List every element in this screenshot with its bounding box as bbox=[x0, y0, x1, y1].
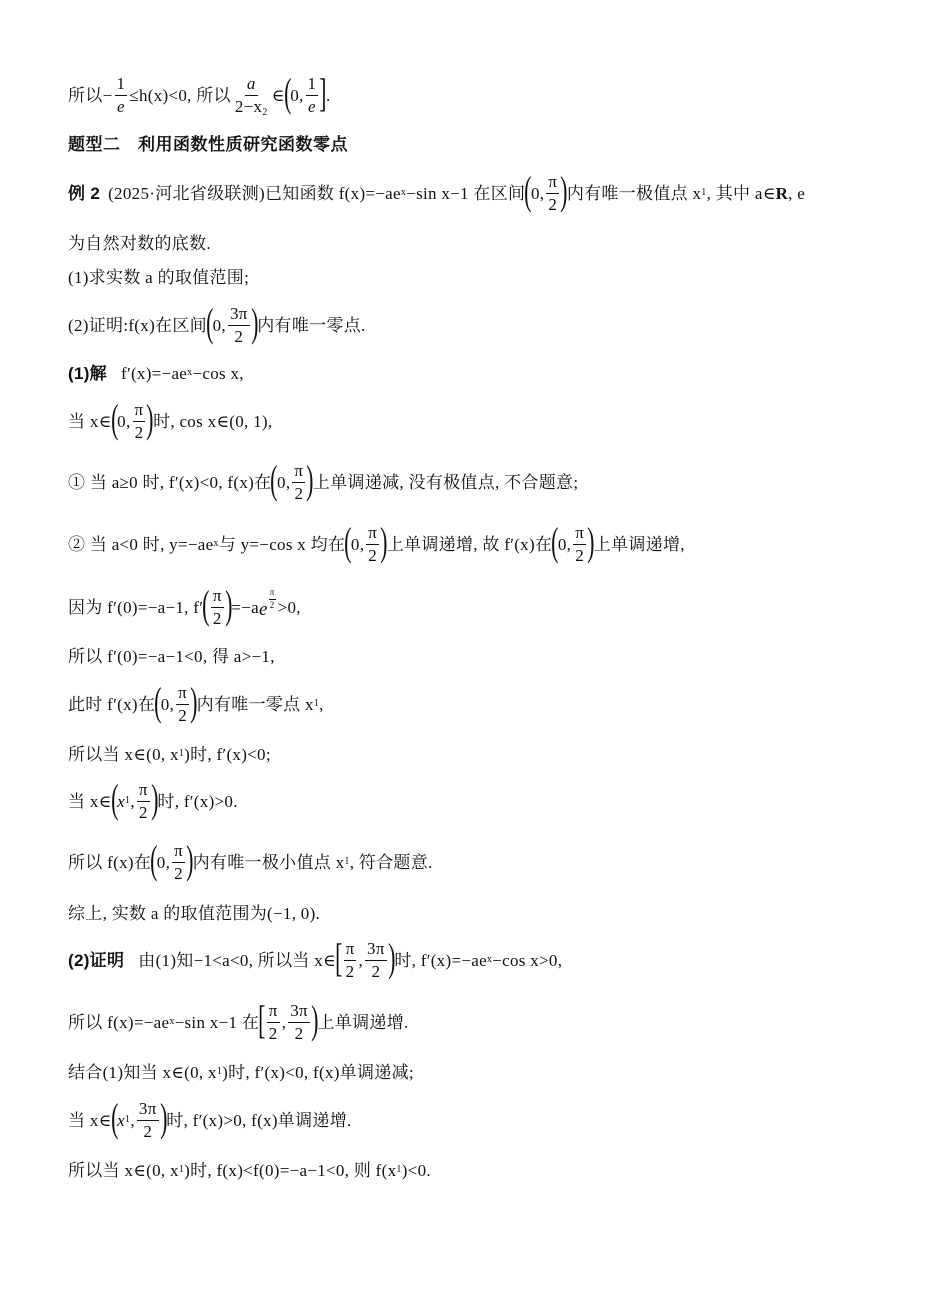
proof-line-2: 所以 f(x)=−ae x −sin x−1 在 [ $\frac{\pi}{2}$ , $\frac{3\pi}{2}$ ) 上单调递增. bbox=[68, 997, 409, 1043]
text: . bbox=[325, 85, 331, 105]
proof-line-3: 结合(1)知当 x∈(0, x 1 )时, f′(x)<0, f(x)单调递减; bbox=[68, 1062, 414, 1082]
text: f′(x)=−ae bbox=[120, 363, 188, 383]
left-paren: ( bbox=[283, 70, 292, 115]
solution-line-h-range bbox=[68, 72, 920, 118]
left-paren: ( bbox=[524, 168, 532, 213]
text: −sin x−1 在 bbox=[174, 1012, 260, 1032]
right-paren: ) bbox=[306, 457, 314, 502]
text: , bbox=[319, 694, 324, 714]
fraction-pi-over-2: $\frac{\pi}{2}$ bbox=[212, 585, 222, 628]
example-label: 例 2 bbox=[68, 183, 101, 203]
example-2-line-2 bbox=[68, 232, 920, 254]
text: 0, bbox=[290, 85, 304, 105]
text: ② 当 a<0 时, y=−ae bbox=[68, 534, 214, 554]
left-bracket: [ bbox=[258, 997, 266, 1042]
solution-line-4: ② 当 a<0 时, y=−ae x 与 y=−cos x 均在 ( 0 , $\frac{\pi}{2}$ ) 上单调递增, 故 f′(x)在 ( 0 , $\frac{\pi}{2}$ ) 上单调递增, bbox=[68, 519, 685, 565]
fraction-pi-over-2: $\frac{\pi}{2}$ bbox=[294, 460, 304, 503]
fraction-1-over-e: $\frac{1}{e}$ bbox=[116, 73, 126, 116]
right-paren: ) bbox=[190, 679, 198, 724]
example-source: (2025·河北省级联测) bbox=[108, 183, 265, 203]
fraction-pi-over-2: $\frac{\pi}{2}$ bbox=[134, 399, 144, 442]
left-paren: ( bbox=[202, 582, 210, 627]
text: 已知函数 f(x)=−ae bbox=[264, 183, 401, 203]
text: 所以当 x∈(0, x bbox=[68, 744, 179, 764]
solution-line-2: 当 x∈ ( 0 , $\frac{\pi}{2}$ ) 时, cos x∈(0, 1), bbox=[68, 396, 273, 442]
text: 时, f′(x)>0. bbox=[157, 791, 238, 811]
solution-line-11 bbox=[68, 902, 920, 924]
solution-line-3: ① 当 a≥0 时, f′(x)<0, f(x)在 ( 0 , $\frac{\pi}{2}$ ) 上单调递减, 没有极值点, 不合题意; bbox=[68, 457, 579, 503]
example-2-line-1: 例 2 (2025·河北省级联测) 已知函数 f(x)=−ae x −sin x−1 在区间 ( 0 , $\frac{\pi}{2}$ ) 内有唯一极值点 x 1 , 其中 a∈ R , e bbox=[68, 168, 806, 214]
fraction-pi-over-2: $\frac{\pi}{2}$ bbox=[548, 171, 558, 214]
text: =−a bbox=[231, 597, 260, 617]
fraction-3pi-over-2: $\frac{3\pi}{2}$ bbox=[367, 938, 385, 981]
text: 时, f′(x)=−ae bbox=[394, 950, 487, 970]
text: 内有唯一零点 x bbox=[196, 694, 314, 714]
fraction-a-over-2-x2: $\frac{a}{2-x_2}$ bbox=[234, 73, 268, 118]
text: ① 当 a≥0 时, f′(x)<0, f(x)在 bbox=[68, 472, 272, 492]
text: 内有唯一极值点 x bbox=[566, 183, 702, 203]
text: )时, f′(x)<0, f(x)单调递减; bbox=[222, 1062, 414, 1082]
solution-label: (1)解 bbox=[68, 363, 107, 383]
fraction-3pi-over-2: $\frac{3\pi}{2}$ bbox=[290, 1000, 308, 1043]
text: 所以当 x∈(0, x bbox=[68, 1160, 179, 1180]
text: 所以 f(x)=−ae bbox=[68, 1012, 170, 1032]
right-paren: ) bbox=[560, 168, 568, 213]
section-heading bbox=[68, 132, 920, 156]
right-paren: ) bbox=[186, 837, 194, 882]
proof-label: (2)证明 bbox=[68, 950, 125, 970]
text: 当 x∈ bbox=[68, 411, 112, 431]
text: (2)证明:f(x)在区间 bbox=[68, 315, 207, 335]
text: , 其中 a∈ bbox=[706, 183, 776, 203]
right-paren: ) bbox=[159, 1095, 168, 1140]
fraction-3pi-over-2: $\frac{3\pi}{2}$ bbox=[229, 303, 248, 346]
right-paren: ) bbox=[146, 396, 154, 441]
text: 为自然对数的底数. bbox=[68, 233, 211, 253]
solution-line-5 bbox=[68, 584, 920, 630]
left-paren: ( bbox=[110, 1095, 119, 1140]
right-paren: ) bbox=[587, 519, 595, 564]
proof-line-4: 当 x∈ ( x 1 , $\frac{3\pi}{2}$ ) 时, f′(x)>0, f(x)单调递增. bbox=[68, 1095, 352, 1141]
fraction-pi-over-2: $\frac{\pi}{2}$ bbox=[368, 522, 378, 565]
text: ≤h(x)<0, 所以 bbox=[129, 85, 231, 105]
left-paren: ( bbox=[150, 837, 158, 882]
right-paren: ) bbox=[380, 519, 388, 564]
proof-line-1: (2)证明 由(1)知−1<a<0, 所以当 x∈ [ $\frac{\pi}{2}$ , $\frac{3\pi}{2}$ ) 时, f′(x)=−ae x −cos x>0, bbox=[68, 935, 563, 981]
text: 时, f′(x)>0, f(x)单调递增. bbox=[166, 1110, 352, 1130]
text: >0, bbox=[277, 597, 301, 617]
question-2: (2)证明:f(x)在区间 ( 0 , $\frac{3\pi}{2}$ ) 内有唯一零点. bbox=[68, 300, 366, 346]
solution-line-10: 所以 f(x)在 ( 0 , $\frac{\pi}{2}$ ) 内有唯一极小值点 x 1 , 符合题意. bbox=[68, 837, 433, 883]
text: 上单调递增, bbox=[593, 534, 685, 554]
text: −sin x−1 在区间 bbox=[406, 183, 526, 203]
left-paren: ( bbox=[154, 679, 162, 724]
text: 综上, 实数 a 的取值范围为(−1, 0). bbox=[68, 903, 321, 923]
left-paren: ( bbox=[206, 300, 214, 345]
text: 上单调递增, 故 f′(x)在 bbox=[386, 534, 553, 554]
text: , e bbox=[788, 183, 806, 203]
e-power-pi-over-2: e $\frac{\pi}{2}$ bbox=[259, 587, 275, 621]
right-paren: ) bbox=[387, 935, 396, 980]
right-paren: ) bbox=[150, 776, 159, 821]
solution-line-9: 当 x∈ ( x 1 , $\frac{\pi}{2}$ ) 时, f′(x)>0. bbox=[68, 776, 238, 822]
text: )时, f(x)<f(0)=−a−1<0, 则 f(x bbox=[184, 1160, 397, 1180]
fraction-3pi-over-2: $\frac{3\pi}{2}$ bbox=[138, 1098, 157, 1141]
text: 因为 f′(0)=−a−1, f′ bbox=[68, 597, 204, 617]
fraction-pi-over-2: $\frac{\pi}{2}$ bbox=[174, 840, 184, 883]
solution-line-6 bbox=[68, 645, 920, 667]
question-1 bbox=[68, 266, 920, 288]
text: )时, f′(x)<0; bbox=[184, 744, 271, 764]
text: 此时 f′(x)在 bbox=[68, 694, 156, 714]
text: 上单调递减, 没有极值点, 不合题意; bbox=[312, 472, 579, 492]
fraction-pi-over-2: $\frac{\pi}{2}$ bbox=[138, 779, 148, 822]
text: 结合(1)知当 x∈(0, x bbox=[68, 1062, 217, 1082]
text: )<0. bbox=[401, 1160, 431, 1180]
text: 上单调递增. bbox=[317, 1012, 409, 1032]
text: 所以 f′(0)=−a−1<0, 得 a>−1, bbox=[68, 646, 275, 666]
text: 时, cos x∈(0, 1), bbox=[153, 411, 273, 431]
text: 所以− bbox=[68, 85, 113, 105]
right-bracket: ] bbox=[319, 70, 327, 115]
text: 所以 f(x)在 bbox=[68, 852, 152, 872]
proof-line-5: 所以当 x∈(0, x 1 )时, f(x)<f(0)=−a−1<0, 则 f(x 1 )<0. bbox=[68, 1160, 431, 1180]
heading-text: 题型二 利用函数性质研究函数零点 bbox=[68, 134, 348, 154]
right-paren: ) bbox=[250, 300, 259, 345]
solution-1-line: (1)解 f′(x)=−ae x −cos x, bbox=[68, 363, 244, 383]
text: 与 y=−cos x 均在 bbox=[218, 534, 346, 554]
text: −cos x>0, bbox=[492, 950, 563, 970]
left-paren: ( bbox=[551, 519, 559, 564]
right-paren: ) bbox=[310, 997, 319, 1042]
left-paren: ( bbox=[110, 396, 119, 441]
fraction-pi-over-2: $\frac{\pi}{2}$ bbox=[268, 1000, 278, 1043]
text: 当 x∈ bbox=[68, 791, 112, 811]
text: ∈ bbox=[271, 85, 285, 105]
text: 内有唯一极小值点 x bbox=[192, 852, 345, 872]
left-paren: ( bbox=[270, 457, 278, 502]
solution-line-7: 此时 f′(x)在 ( 0 , $\frac{\pi}{2}$ ) 内有唯一零点 x 1 , bbox=[68, 679, 324, 725]
right-paren: ) bbox=[224, 582, 233, 627]
text: , 符合题意. bbox=[349, 852, 433, 872]
solution-line-8: 所以当 x∈(0, x 1 )时, f′(x)<0; bbox=[68, 744, 271, 764]
text: −cos x, bbox=[192, 363, 244, 383]
text: 当 x∈ bbox=[68, 1110, 112, 1130]
left-paren: ( bbox=[110, 776, 119, 821]
left-paren: ( bbox=[344, 519, 352, 564]
left-bracket: [ bbox=[335, 935, 343, 980]
fraction-pi-over-2: $\frac{\pi}{2}$ bbox=[575, 522, 585, 565]
text: 内有唯一零点. bbox=[257, 315, 366, 335]
fraction-pi-over-2: $\frac{\pi}{2}$ bbox=[178, 682, 188, 725]
text: 由(1)知−1<a<0, 所以当 x∈ bbox=[138, 950, 336, 970]
fraction-pi-over-2: $\frac{\pi}{2}$ bbox=[345, 938, 355, 981]
fraction-1-over-e: $\frac{1}{e}$ bbox=[307, 73, 317, 116]
text: (1)求实数 a 的取值范围; bbox=[68, 267, 250, 287]
